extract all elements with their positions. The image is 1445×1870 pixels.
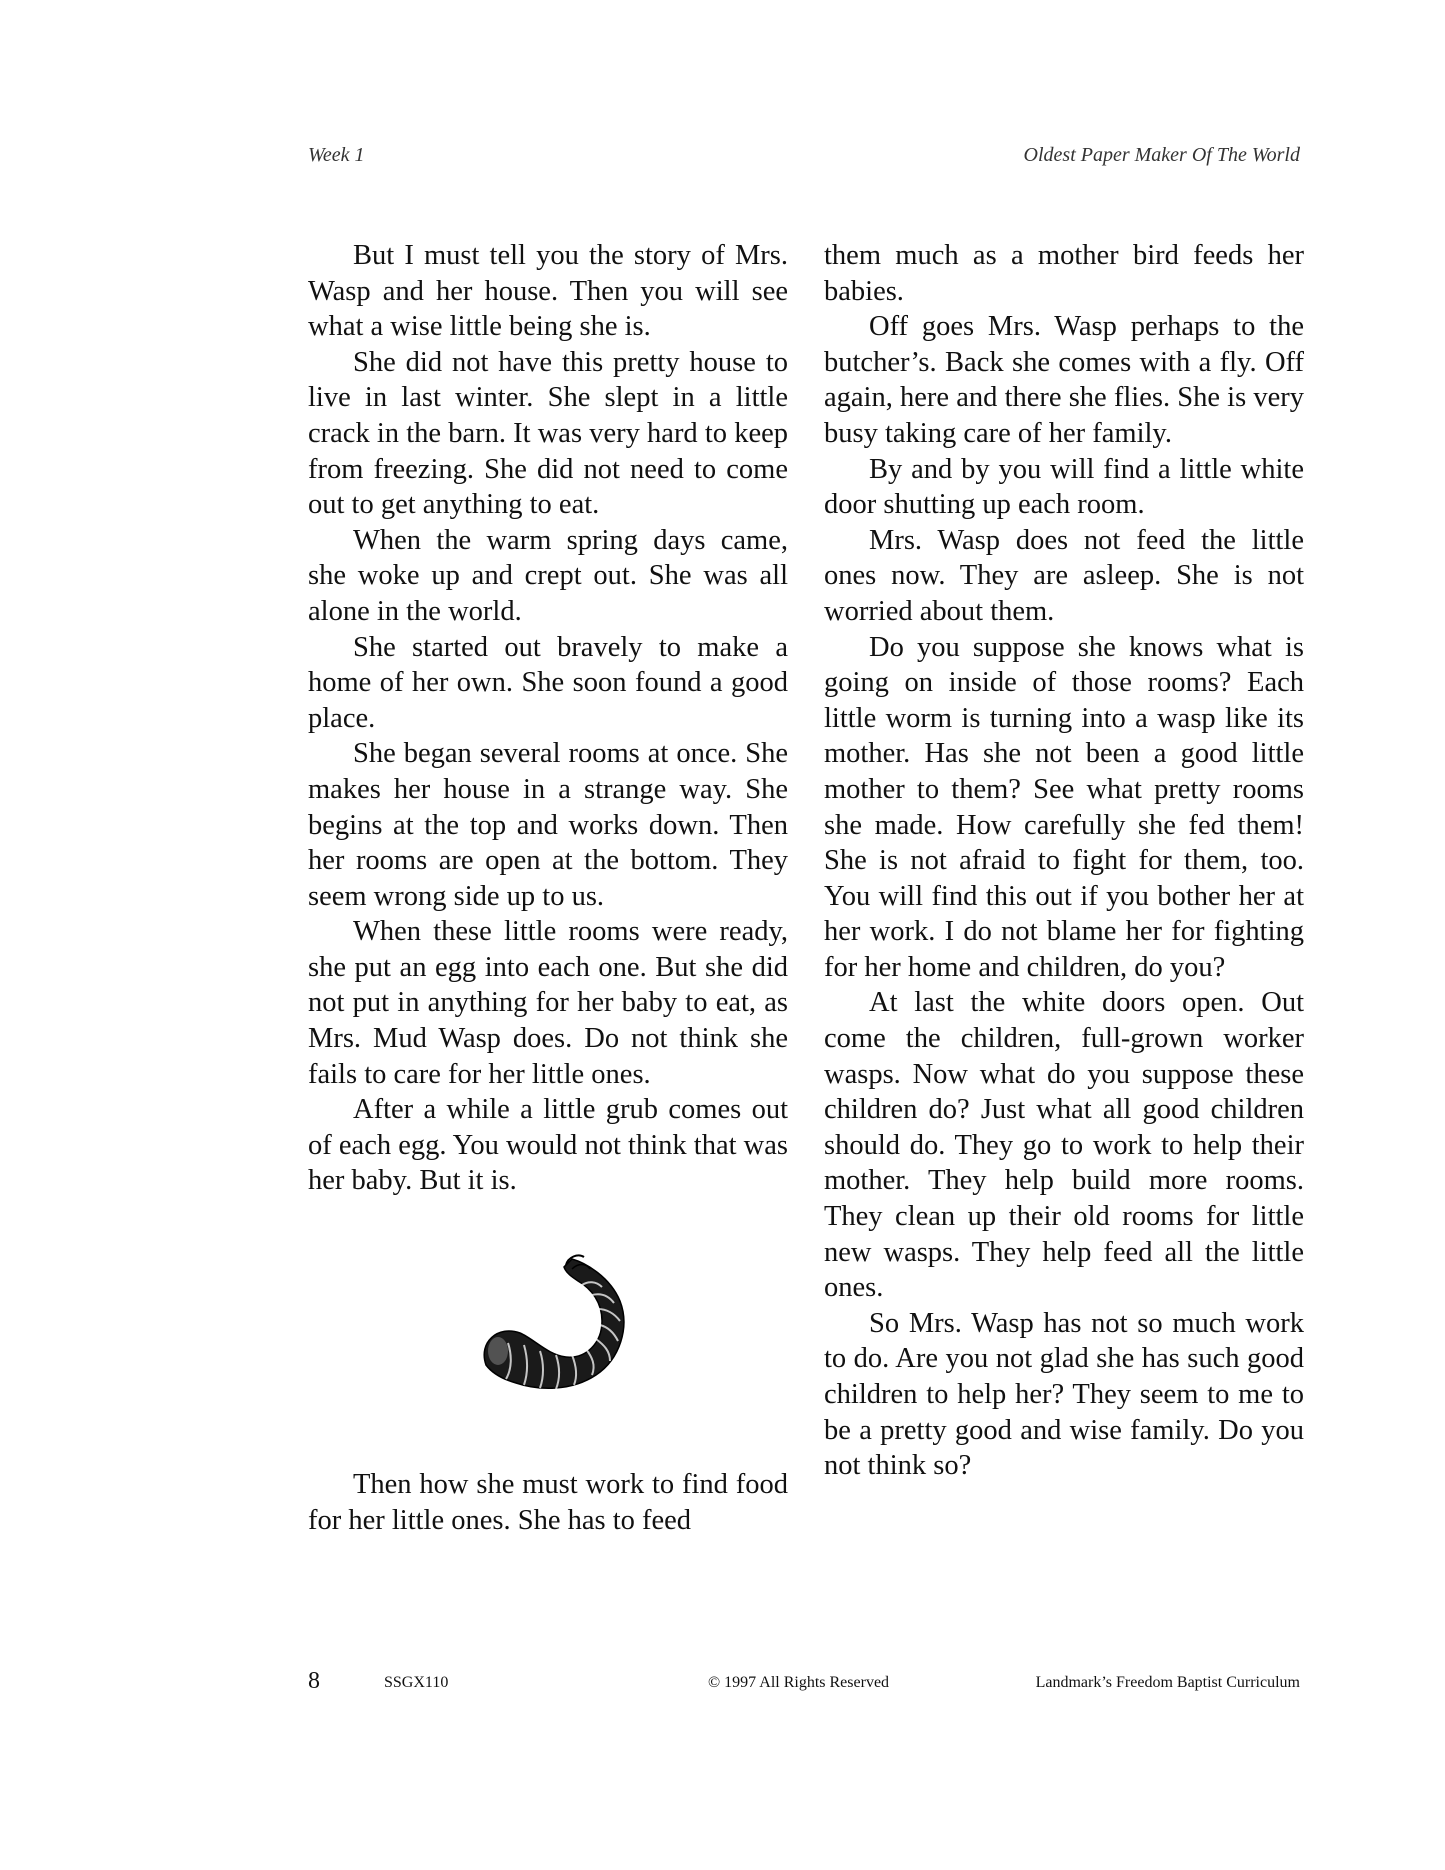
paragraph: Do you suppose she knows what is going on inside of those rooms? Each little worm is turning into a wasp like its mother. Has she not been a good little mother to them? See what pretty rooms she made. How carefully she fed them! She is not afraid to fight for them, too. You will find this out if you bother her at her work. I do not blame her for fighting for her home and children, do you? <box>824 631 1304 983</box>
header-title: Oldest Paper Maker Of The World <box>1023 144 1300 166</box>
paragraph-continuation: them much as a mother bird feeds her babies. <box>824 240 1304 307</box>
paragraph: Then how she must work to find food for her little ones. She has to feed <box>308 1469 788 1536</box>
paragraph: So Mrs. Wasp has not so much work to do. Are you not glad she has such good children to help her? They seem to me to be a pretty good and wise family. Do you not think so? <box>824 1307 1304 1482</box>
course-code: SSGX110 <box>384 1674 449 1691</box>
header-week: Week 1 <box>308 144 365 166</box>
page-number: 8 <box>308 1668 320 1694</box>
paragraph: At last the white doors open. Out come the children, full-grown worker wasps. Now what do you suppose these children do? Just what all good children should do. They go to work to help their mother. They help build more rooms. They clean up their old rooms for little new wasps. They help feed all the little ones. <box>824 987 1304 1304</box>
copyright-notice: © 1997 All Rights Reserved <box>708 1674 890 1691</box>
page-footer <box>308 1668 1300 1704</box>
paragraph: But I must tell you the story of Mrs. Wasp and her house. Then you will see what a wise little being she is. <box>308 240 788 343</box>
paragraph: She started out bravely to make a home of her own. She soon found a good place. <box>308 631 788 734</box>
paragraph: When these little rooms were ready, she put an egg into each one. But she did not put in anything for her baby to eat, as Mrs. Mud Wasp does. Do not think she fails to care for her little ones. <box>308 916 788 1090</box>
right-column <box>824 238 1304 1484</box>
grub-illustration-icon <box>468 1247 648 1407</box>
curriculum-name: Landmark’s Freedom Baptist Curriculum <box>1035 1674 1300 1691</box>
running-header <box>308 144 1300 167</box>
paragraph: Off goes Mrs. Wasp perhaps to the butcher’s. Back she comes with a fly. Off again, here and there she flies. She is very busy taking care of her family. <box>824 311 1304 449</box>
grub-illustration <box>308 1247 788 1437</box>
paragraph: She did not have this pretty house to live in last winter. She slept in a little crack in the barn. It was very hard to keep from freezing. She did not need to come out to get anything to eat. <box>308 346 788 521</box>
paragraph: By and by you will find a little white door shutting up each room. <box>824 453 1304 521</box>
paragraph: When the warm spring days came, she woke up and crept out. She was all alone in the world. <box>308 524 788 627</box>
left-column <box>308 238 788 1538</box>
paragraph: Mrs. Wasp does not feed the little ones now. They are asleep. She is not worried about them. <box>824 524 1304 627</box>
paragraph: After a while a little grub comes out of each egg. You would not think that was her baby. But it is. <box>308 1094 788 1197</box>
paragraph: She began several rooms at once. She makes her house in a strange way. She begins at the top and works down. Then her rooms are open at the bottom. They seem wrong side up to us. <box>308 738 788 912</box>
